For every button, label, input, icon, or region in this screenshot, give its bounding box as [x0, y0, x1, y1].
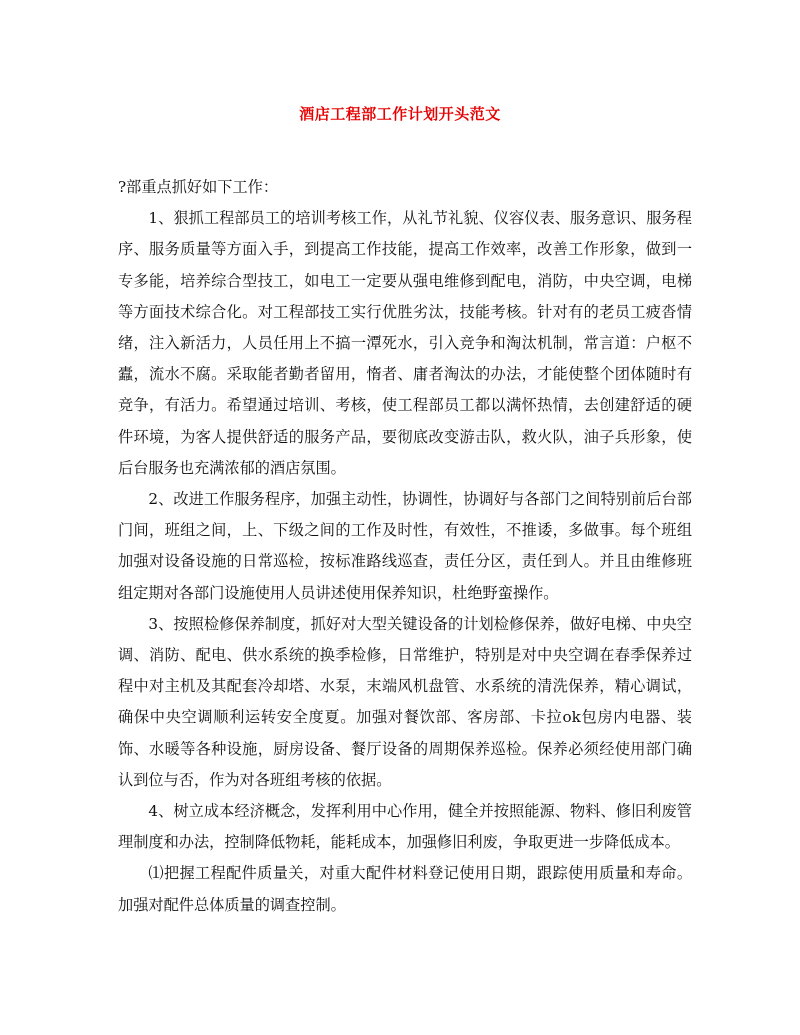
document-title: 酒店工程部工作计划开头范文: [299, 105, 501, 123]
paragraph-item-2: 2、改进工作服务程序，加强主动性，协调性，协调好与各部门之间特别前后台部门间，班组之间，上、下级之间的工作及时性，有效性，不推诿，多做事。每个班组加强对设备设施的日常巡检，按标准路线巡查，责任分区，责任到人。并且由维修班组定期对各部门设施使用人员讲述使用保养知识，杜绝野蛮操作。: [118, 490, 692, 602]
paragraph-item-1: 1、狠抓工程部员工的培训考核工作，从礼节礼貌、仪容仪表、服务意识、服务程序、服务质量等方面入手，到提高工作技能，提高工作效率，改善工作形象，做到一专多能，培养综合型技工，如电工一定要从强电维修到配电，消防，中央空调，电梯等方面技术综合化。对工程部技工实行优胜劣汰，技能考核。针对有的老员工疲沓情绪，注入新活力，人员任用上不搞一潭死水，引入竞争和淘汰机制，常言道：户枢不蠹，流水不腐。采取能者勤者留用，惰者、庸者淘汰的办法，才能使整个团体随时有竞争，有活力。希望通过培训、考核，使工程部员工都以满怀热情，去创建舒适的硬件环境，为客人提供舒适的服务产品，要彻底改变游击队，救火队，油子兵形象，使后台服务也充满浓郁的酒店氛围。: [118, 209, 692, 477]
paragraph-item-3: 3、按照检修保养制度，抓好对大型关键设备的计划检修保养，做好电梯、中央空调、消防、配电、供水系统的换季检修，日常维护，特别是对中央空调在春季保养过程中对主机及其配套冷却塔、水泵，末端风机盘管、水系统的清洗保养，精心调试，确保中央空调顺利运转安全度夏。加强对餐饮部、客房部、卡拉ok包房内电器、装饰、水暖等各种设施，厨房设备、餐厅设备的周期保养巡检。保养必须经使用部门确认到位与否，作为对各班组考核的依据。: [118, 614, 692, 789]
intro-paragraph: ?部重点抓好如下工作：: [118, 178, 279, 196]
document-body: [118, 172, 692, 921]
paragraph-subitem-1: ⑴把握工程配件质量关，对重大配件材料登记使用日期，跟踪使用质量和寿命。加强对配件总体质量的调查控制。: [118, 864, 692, 914]
paragraph-item-4: 4、树立成本经济概念，发挥利用中心作用，健全并按照能源、物料、修旧利废管理制度和办法，控制降低物耗，能耗成本，加强修旧利废，争取更进一步降低成本。: [118, 802, 692, 852]
